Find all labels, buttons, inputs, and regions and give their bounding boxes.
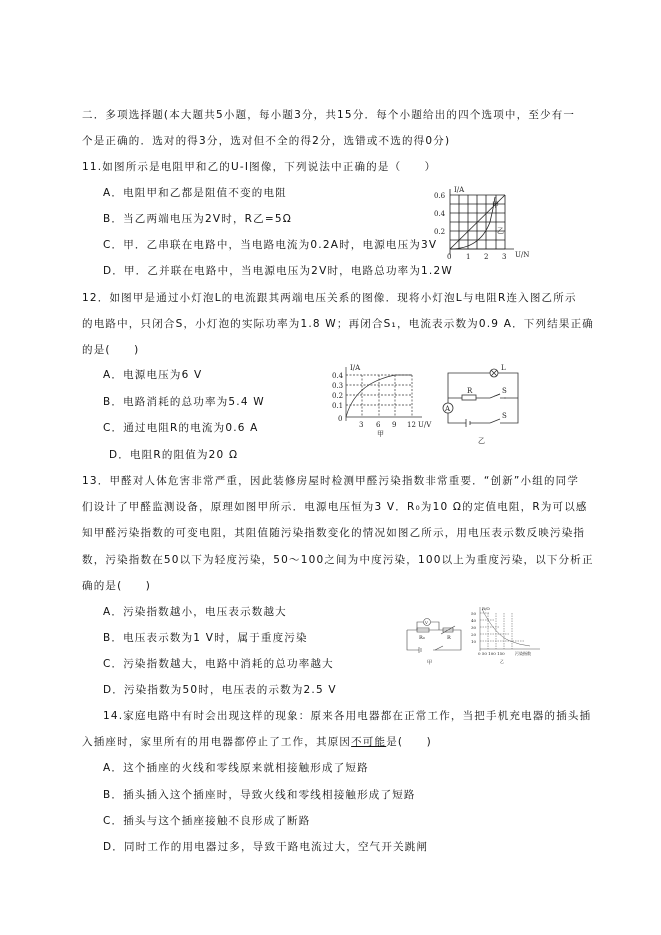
x-tick: 2 bbox=[484, 253, 489, 261]
question-stem: 14.家庭电路中有时会出现这样的现象：原来各用电器都在正常工作，当把手机充电器的插头插 bbox=[103, 710, 592, 722]
switch-label: S bbox=[502, 387, 507, 395]
lamp-label: L bbox=[501, 364, 506, 372]
option-a: A．电阻甲和乙都是阻值不变的电阻 bbox=[103, 187, 287, 199]
lamp-iu-graph bbox=[330, 363, 430, 463]
option-a: A．电源电压为6 V bbox=[103, 369, 203, 381]
question-stem: 的是( ) bbox=[82, 344, 140, 356]
question-stem: 11.如图所示是电阻甲和乙的U-I图像，下列说法中正确的是（ ） bbox=[82, 161, 437, 173]
emphasis-text: 不可能 bbox=[351, 736, 387, 748]
x-axis-label: 污染指数 bbox=[515, 651, 531, 656]
y-axis-label: I/A bbox=[454, 186, 465, 194]
option-d: D．同时工作的用电器过多，导致干路电流过大，空气开关跳闸 bbox=[103, 841, 429, 853]
question-stem: 知甲醛污染指数的可变电阻，其阻值随污染指数变化的情况如图乙所示，用电压表示数反映污染指 bbox=[82, 527, 586, 539]
option-c: C．插头与这个插座接触不良形成了断路 bbox=[103, 815, 311, 827]
option-c: C．甲．乙串联在电路中，当电路电流为0.2A时，电源电压为3V bbox=[103, 239, 438, 251]
resistance-index-graph bbox=[470, 605, 550, 680]
question-stem: 的电路中，只闭合S，小灯泡的实际功率为1.8 W；再闭合S₁，电流表示数为0.9 A．下列结果正确 bbox=[82, 318, 594, 330]
option-c: C．污染指数越大，电路中消耗的总功率越大 bbox=[103, 658, 334, 670]
figure-caption: 乙 bbox=[478, 437, 485, 445]
ammeter-label: A bbox=[445, 405, 451, 413]
switch-label: S bbox=[502, 412, 507, 420]
figure-caption: 甲 bbox=[377, 430, 384, 438]
y-tick: 0.3 bbox=[332, 382, 344, 390]
y-tick: 0.4 bbox=[434, 210, 446, 218]
x-tick: 6 bbox=[376, 421, 381, 429]
y-tick: 40 bbox=[471, 618, 477, 623]
resistor-label: R bbox=[467, 387, 473, 395]
stem-text: 是( ) bbox=[386, 736, 432, 748]
y-tick: 0.2 bbox=[332, 392, 344, 400]
y-tick: 10 bbox=[471, 639, 477, 644]
x-axis-label: U/N bbox=[515, 251, 530, 259]
y-axis-label: I/A bbox=[350, 364, 361, 372]
option-a: A．污染指数越小，电压表示数越大 bbox=[103, 606, 287, 618]
voltmeter-label: V bbox=[425, 620, 428, 625]
question-stem: 确的是( ) bbox=[82, 580, 152, 592]
question-stem: 13．甲醛对人体危害非常严重，因此装修房屋时检测甲醛污染指数非常重要．“创新”小组的同学 bbox=[82, 475, 580, 487]
option-c: C．通过电阻R的电流为0.6 A bbox=[103, 422, 259, 434]
option-b: B．插头插入这个插座时，导致火线和零线相接触形成了短路 bbox=[103, 789, 416, 801]
y-tick: 0.2 bbox=[434, 228, 446, 236]
question-stem bbox=[82, 735, 432, 749]
option-a: A．这个插座的火线和零线原来就相接触形成了短路 bbox=[103, 762, 369, 774]
option-b: B．电路消耗的总功率为5.4 W bbox=[103, 396, 265, 408]
y-tick: 0.6 bbox=[434, 192, 446, 200]
y-tick: 0 bbox=[338, 415, 343, 423]
option-b: B．当乙两端电压为2V时，R乙=5Ω bbox=[103, 213, 292, 225]
stem-text: 入插座时，家里所有的用电器都停止了工作，其原因 bbox=[82, 736, 352, 748]
curve-label: 乙 bbox=[497, 227, 504, 235]
x-tick: 3 bbox=[502, 253, 507, 261]
section-header-line: 二．多项选择题(本大题共5小题，每小题3分，共15分．每个小题给出的四个选项中，至少有一 bbox=[82, 109, 576, 121]
figure-caption: 乙 bbox=[500, 659, 504, 664]
x-axis-label: U/V bbox=[418, 421, 432, 429]
x-tick: 1 bbox=[466, 253, 471, 261]
option-d: D．污染指数为50时，电压表的示数为2.5 V bbox=[103, 684, 337, 696]
x-tick: 12 bbox=[407, 421, 416, 429]
x-tick: 3 bbox=[359, 421, 364, 429]
option-d: D．电阻R的阻值为20 Ω bbox=[109, 449, 239, 461]
circuit-diagram bbox=[440, 363, 530, 463]
question-stem: 12．如图甲是通过小灯泡L的电流跟其两端电压关系的图像．现将小灯泡L与电阻R连入图乙所示 bbox=[82, 292, 577, 304]
y-tick: 20 bbox=[471, 632, 477, 637]
question-stem: 们设计了甲醛监测设备，原理如图甲所示．电源电压恒为3 V．R₀为10 Ω的定值电阻，R为可以感 bbox=[82, 501, 588, 513]
y-tick: 50 bbox=[471, 611, 477, 616]
y-tick: 0.1 bbox=[332, 402, 344, 410]
x-ticks: 0 50 100 150 bbox=[478, 651, 505, 656]
x-tick: 0 bbox=[447, 253, 452, 261]
y-tick: 0.4 bbox=[332, 372, 344, 380]
option-b: B．电压表示数为1 V时，属于重度污染 bbox=[103, 632, 308, 644]
ui-graph-figure bbox=[430, 185, 530, 265]
sensor-circuit bbox=[405, 618, 465, 688]
figure-caption: 甲 bbox=[427, 660, 433, 666]
curve-label: 甲 bbox=[492, 201, 499, 209]
section-header-line: 个是正确的．选对的得3分，选对但不全的得2分，选错或不选的得0分) bbox=[82, 135, 451, 147]
r-label: R bbox=[447, 635, 451, 641]
y-tick: 30 bbox=[471, 625, 477, 630]
y-axis-label: R/Ω bbox=[482, 606, 490, 611]
option-d: D．甲．乙并联在电路中，当电源电压为2V时，电路总功率为1.2W bbox=[103, 265, 453, 277]
question-stem: 数，污染指数在50以下为轻度污染，50～100之间为中度污染，100以上为重度污染，以下分析正 bbox=[82, 554, 594, 566]
x-tick: 9 bbox=[392, 421, 397, 429]
r0-label: R₀ bbox=[419, 635, 425, 641]
